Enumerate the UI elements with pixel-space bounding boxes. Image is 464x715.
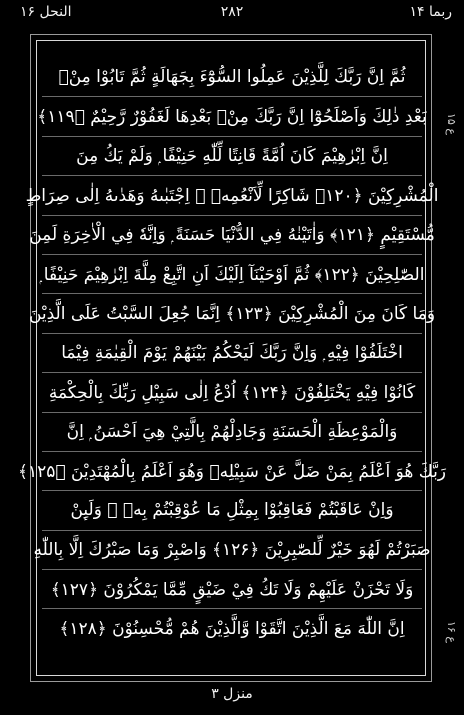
text-line: مُّسْتَقِيْمٍ ﴿۱۲۱﴾ وَاٰتَيْنٰهُ فِي الدُّنْيَا حَسَنَةً ۭ وَاِنَّهٗ فِي الْاٰخِرَةِ لَمِنَ (42, 216, 422, 255)
text-line: وَاِنْ عَاقَبْتُمْ فَعَاقِبُوْا بِمِثْلِ مَا عُوْقِبْتُمْ بِهٖ ۭ وَلَىِٕنْ (42, 491, 422, 530)
text-line: اِنَّ اِبْرٰهِيْمَ كَانَ اُمَّةً قَانِتًا لِّلّٰهِ حَنِيْفًا ۭ وَلَمْ يَكُ مِنَ (42, 137, 422, 176)
page-number: ۲۸۲ (220, 4, 244, 20)
text-line: ثُمَّ اِنَّ رَبَّكَ لِلَّذِيْنَ عَمِلُوا السُّوْٓءَ بِجَهَالَةٍ ثُمَّ تَابُوْا مِنْۢ (42, 58, 422, 97)
text-line: بَعْدِ ذٰلِكَ وَاَصْلَحُوْٓا اِنَّ رَبَّكَ مِنْۢ بَعْدِهَا لَغَفُوْرٌ رَّحِيْمٌ ﴿۱۱۹﴾ (42, 97, 422, 136)
text-line: اخْتَلَفُوْا فِيْهِ ۭ وَاِنَّ رَبَّكَ لَيَحْكُمُ بَيْنَهُمْ يَوْمَ الْقِيٰمَةِ فِيْمَا (42, 334, 422, 373)
text-line: وَالْمَوْعِظَةِ الْحَسَنَةِ وَجَادِلْهُمْ بِالَّتِيْ هِيَ اَحْسَنُ ۭ اِنَّ (42, 413, 422, 452)
verse-text-block (17, 58, 447, 648)
text-line: رَبَّكَ هُوَ اَعْلَمُ بِمَنْ ضَلَّ عَنْ سَبِيْلِهٖ وَهُوَ اَعْلَمُ بِالْمُهْتَدِيْنَ ﴿۱۲۵﴾ (42, 452, 422, 491)
ruku-marker-bottom: ع ۱۶ (445, 621, 458, 643)
surah-name-header: النحل ۱۶ (20, 4, 72, 20)
juz-name-header: ربما ۱۴ (409, 4, 452, 20)
text-line: الْمُشْرِكِيْنَ ﴿۱۲۰﴾ شَاكِرًا لِّاَنْعُمِهٖ ۭ اِجْتَبٰىهُ وَهَدٰىهُ اِلٰى صِرَاطٍ (42, 176, 422, 215)
manzil-footer: منزل ۳ (211, 686, 253, 702)
text-line: وَمَا كَانَ مِنَ الْمُشْرِكِيْنَ ﴿۱۲۳﴾ اِنَّمَا جُعِلَ السَّبْتُ عَلَى الَّذِيْنَ (42, 294, 422, 333)
ruku-marker-top: ع ۱۵ (445, 113, 458, 135)
text-line: كَانُوْا فِيْهِ يَخْتَلِفُوْنَ ﴿۱۲۴﴾ اُدْعُ اِلٰى سَبِيْلِ رَبِّكَ بِالْحِكْمَةِ (42, 373, 422, 412)
text-line: وَلَا تَحْزَنْ عَلَيْهِمْ وَلَا تَكُ فِيْ ضَيْقٍ مِّمَّا يَمْكُرُوْنَ ﴿۱۲۷﴾ (42, 570, 422, 609)
text-line: صَبَرْتُمْ لَهُوَ خَيْرٌ لِّلصّٰبِرِيْنَ ﴿۱۲۶﴾ وَاصْبِرْ وَمَا صَبْرُكَ اِلَّا بِاللّٰهِ (42, 531, 422, 570)
text-line: الصّٰلِحِيْنَ ﴿۱۲۲﴾ ثُمَّ اَوْحَيْنَآ اِلَيْكَ اَنِ اتَّبِعْ مِلَّةَ اِبْرٰهِيْمَ حَنِيْفًا ۭ (42, 255, 422, 294)
text-line: اِنَّ اللّٰهَ مَعَ الَّذِيْنَ اتَّقَوْا وَّالَّذِيْنَ هُمْ مُّحْسِنُوْنَ ﴿۱۲۸﴾ (59, 619, 405, 640)
